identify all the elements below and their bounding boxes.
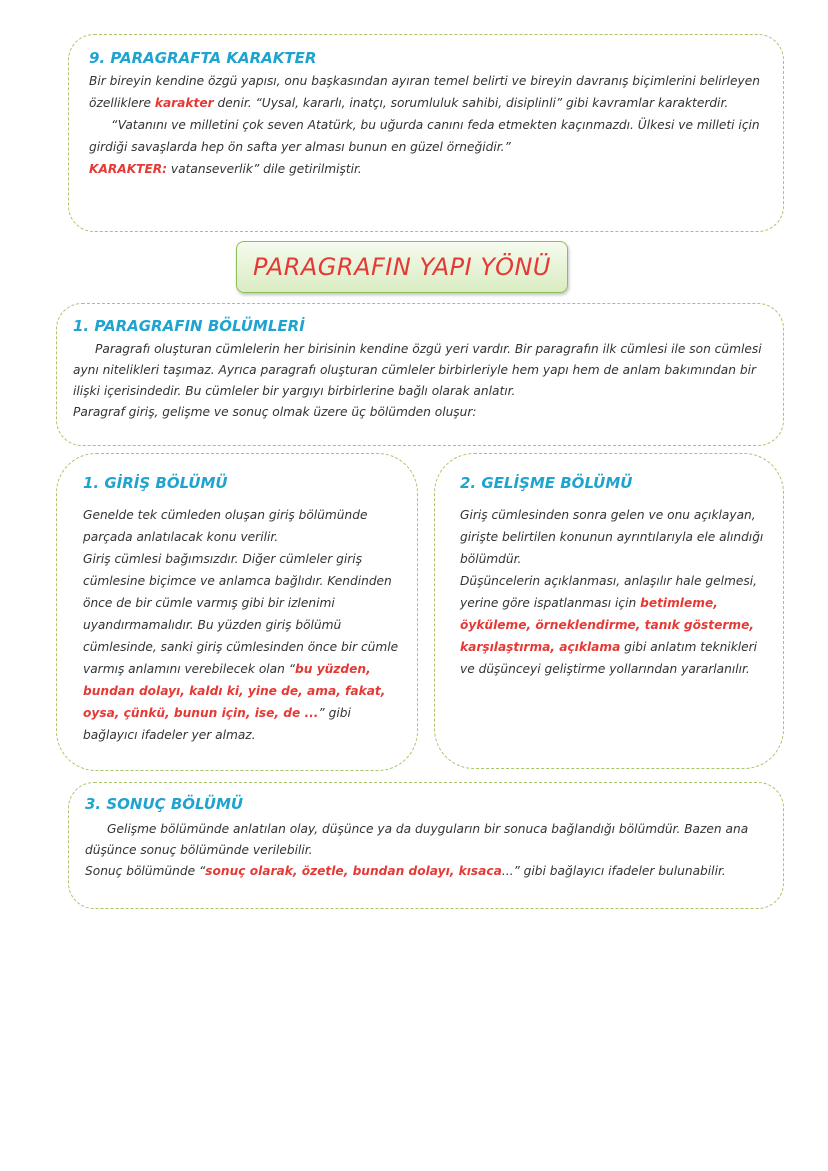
karakter-label-rest: vatanseverlik” dile getirilmiştir.: [167, 162, 362, 176]
section-gelisme-title: 2. GELİŞME BÖLÜMÜ: [460, 474, 633, 492]
section-karakter-box: [68, 34, 784, 232]
definition-keyword: karakter: [154, 96, 214, 110]
section-giris-title: 1. GİRİŞ BÖLÜMÜ: [83, 474, 228, 492]
section-karakter-title: 9. PARAGRAFTA KARAKTER: [89, 49, 317, 67]
section-gelisme-box: [434, 453, 784, 769]
section-sonuc-paragraph-1: Gelişme bölümünde anlatılan olay, düşünce ya da duyguların bir sonuca bağlandığı bölümdür. Bazen ana düşünce sonuç bölümünde verilebilir.: [85, 822, 749, 857]
section-gelisme-paragraph-2: [460, 570, 769, 680]
section-sonuc-box: [68, 782, 784, 909]
gelisme-techniques: betimleme, öyküleme, örneklendirme, tanık gösterme, karşılaştırma, açıklama: [460, 596, 754, 654]
sonuc-connectors: sonuç olarak, özetle, bundan dolayı, kısaca: [205, 864, 502, 878]
section-giris-box: [56, 453, 418, 771]
definition-text-b: denir. “Uysal, kararlı, inatçı, sorumluluk sahibi, disiplinli” gibi kavramlar karakterdir.: [213, 96, 729, 110]
page-title-banner: PARAGRAFIN YAPI YÖNÜ: [236, 241, 568, 293]
section-giris-paragraph-2: [83, 548, 403, 746]
sonuc-text-a: Sonuç bölümünde “: [85, 864, 206, 878]
section-karakter-quote: “Vatanını ve milletini çok seven Atatürk, bu uğurda canını feda etmekten kaçınmazdı. Ülkesi ve milleti için girdiği savaşlarda hep ön safta yer alması bunun en güzel örneğidir.”: [89, 118, 760, 154]
definition-text-a: Bir bireyin kendine özgü yapısı, onu başkasından ayıran temel belirti ve bireyin davranış biçimlerini belirleyen özelliklere: [89, 74, 760, 110]
sonuc-text-b: ...” gibi bağlayıcı ifadeler bulunabilir.: [501, 864, 726, 878]
section-karakter-conclusion: [89, 158, 761, 180]
section-bolumler-paragraph: Paragrafı oluşturan cümlelerin her birisinin kendine özgü yeri vardır. Bir paragrafın ilk cümlesi ile son cümlesi aynı nitelikleri taşımaz. Ayrıca paragrafı oluşturan cümleler birbirleriyle hem yapı hem de anlam bakımından bir ilişki içerisindedir. Bu cümleler bir yargıyı birbirlerine bağlı olarak anlatır.: [73, 342, 762, 398]
karakter-label: KARAKTER:: [89, 162, 168, 176]
giris-text-a: Giriş cümlesi bağımsızdır. Diğer cümleler giriş cümlesine biçimce ve anlamca bağlıdır. Kendinden önce de bir cümle varmış gibi bir izlenimi uyandırmamalıdır. Bu yüzden giriş bölümü cümlesinde, sanki giriş cümlesinden önce bir cümle varmış anlamını verebilecek olan “: [83, 552, 399, 676]
section-sonuc-title: 3. SONUÇ BÖLÜMÜ: [85, 795, 244, 813]
section-sonuc-paragraph-2: [85, 861, 767, 882]
section-bolumler-box: [56, 303, 784, 446]
section-giris-paragraph-1: Genelde tek cümleden oluşan giriş bölümünde parçada anlatılacak konu verilir.: [83, 508, 368, 544]
section-bolumler-summary: Paragraf giriş, gelişme ve sonuç olmak üzere üç bölümden oluşur:: [73, 405, 477, 419]
section-gelisme-paragraph-1: Giriş cümlesinden sonra gelen ve onu açıklayan, girişte belirtilen konunun ayrıntılarıyla ele alındığı bölümdür.: [460, 508, 764, 566]
giris-connectors: bu yüzden, bundan dolayı, kaldı ki, yine de, ama, fakat, oysa, çünkü, bunun için, ise, de ...: [83, 662, 386, 720]
section-bolumler-title: 1. PARAGRAFIN BÖLÜMLERİ: [73, 317, 305, 335]
gelisme-text-a: Düşüncelerin açıklanması, anlaşılır hale gelmesi, yerine göre ispatlanması için: [460, 574, 757, 610]
giris-text-b: ” gibi bağlayıcı ifadeler yer almaz.: [83, 706, 351, 742]
section-karakter-definition: [89, 70, 761, 114]
gelisme-text-b: gibi anlatım teknikleri ve düşünceyi geliştirme yollarından yararlanılır.: [460, 640, 758, 676]
